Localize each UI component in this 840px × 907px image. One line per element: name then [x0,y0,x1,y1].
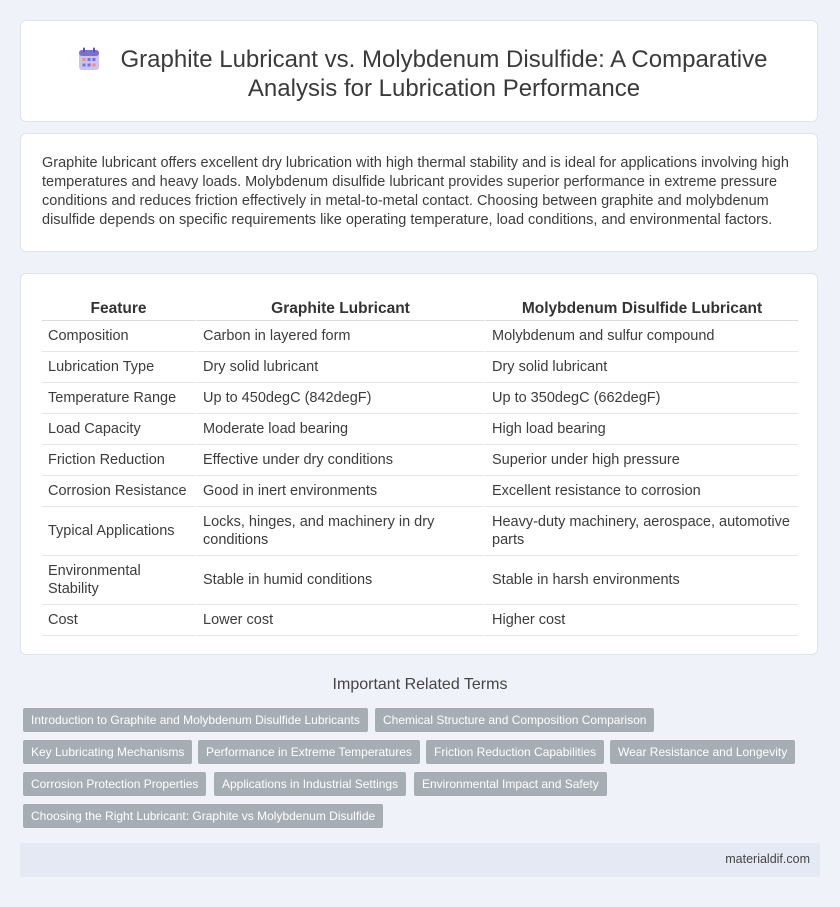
table-row [42,321,798,352]
related-term-tag[interactable]: Key Lubricating Mechanisms [23,740,192,764]
footer [20,843,820,877]
graphite-cell: Carbon in layered form [195,321,484,352]
molybdenum-cell: Heavy-duty machinery, aerospace, automotive parts [484,507,798,556]
table-row [42,414,798,445]
page-title: Graphite Lubricant vs. Molybdenum Disulfide: A Comparative Analysis for Lubrication Performance [120,46,768,102]
related-term-tag[interactable]: Introduction to Graphite and Molybdenum Disulfide Lubricants [23,708,368,732]
feature-cell: Environmental Stability [42,556,195,605]
comparison-table [42,296,798,636]
molybdenum-cell: Excellent resistance to corrosion [484,476,798,507]
related-term-tag[interactable]: Choosing the Right Lubricant: Graphite vs Molybdenum Disulfide [23,804,383,828]
molybdenum-cell: Higher cost [484,605,798,636]
feature-cell: Cost [42,605,195,636]
related-terms-title: Important Related Terms [332,676,508,693]
related-term-tag[interactable]: Corrosion Protection Properties [23,772,206,796]
related-term-tag[interactable]: Chemical Structure and Composition Comparison [375,708,654,732]
graphite-cell: Up to 450degC (842degF) [195,383,484,414]
molybdenum-cell: Molybdenum and sulfur compound [484,321,798,352]
header-feature: Feature [42,296,195,321]
molybdenum-cell: Stable in harsh environments [484,556,798,605]
table-row [42,605,798,636]
feature-cell: Friction Reduction [42,445,195,476]
feature-cell: Temperature Range [42,383,195,414]
graphite-cell: Moderate load bearing [195,414,484,445]
graphite-cell: Dry solid lubricant [195,352,484,383]
feature-cell: Composition [42,321,195,352]
table-row [42,556,798,605]
header-molybdenum: Molybdenum Disulfide Lubricant [484,296,798,321]
header-graphite: Graphite Lubricant [195,296,484,321]
graphite-cell: Lower cost [195,605,484,636]
related-term-tag[interactable]: Applications in Industrial Settings [214,772,406,796]
title-card [20,20,818,122]
related-term-tag[interactable]: Friction Reduction Capabilities [426,740,604,764]
comparison-table-card [20,273,818,655]
table-row [42,445,798,476]
molybdenum-cell: Up to 350degC (662degF) [484,383,798,414]
calendar-grid-icon [78,47,100,71]
intro-card [20,133,818,252]
graphite-cell: Effective under dry conditions [195,445,484,476]
table-row [42,383,798,414]
related-term-tag[interactable]: Performance in Extreme Temperatures [198,740,420,764]
related-term-tag[interactable]: Wear Resistance and Longevity [610,740,795,764]
graphite-cell: Good in inert environments [195,476,484,507]
feature-cell: Load Capacity [42,414,195,445]
graphite-cell: Stable in humid conditions [195,556,484,605]
feature-cell: Corrosion Resistance [42,476,195,507]
molybdenum-cell: Superior under high pressure [484,445,798,476]
table-row [42,476,798,507]
table-row [42,507,798,556]
graphite-cell: Locks, hinges, and machinery in dry conditions [195,507,484,556]
table-header-row [42,296,798,321]
feature-cell: Lubrication Type [42,352,195,383]
table-row [42,352,798,383]
related-term-tag[interactable]: Environmental Impact and Safety [414,772,607,796]
intro-text: Graphite lubricant offers excellent dry lubrication with high thermal stability and is ideal for applications involving high temperatures and heavy loads. Molybdenum disulfide lubricant provides superior performance in extreme pressure conditions and reduces friction effectively in metal-to-metal contact. Choosing between graphite and molybdenum disulfide depends on specific requirements like operating temperature, load conditions, and environmental factors. [42,155,789,228]
molybdenum-cell: High load bearing [484,414,798,445]
feature-cell: Typical Applications [42,507,195,556]
molybdenum-cell: Dry solid lubricant [484,352,798,383]
site-link[interactable]: materialdif.com [725,852,810,866]
